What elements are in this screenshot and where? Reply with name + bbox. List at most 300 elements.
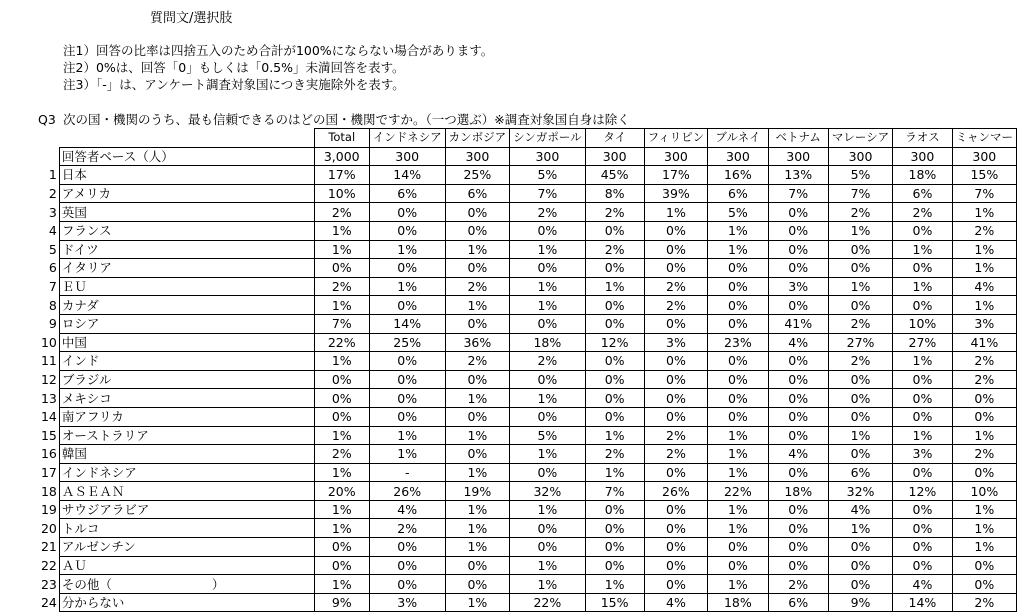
cell-value: 0% xyxy=(644,463,708,482)
cell-value: 1% xyxy=(708,575,768,594)
cell-value: 0% xyxy=(585,352,644,371)
cell-value: 1% xyxy=(952,538,1016,557)
cell-value: 0% xyxy=(585,221,644,240)
cell-value: 0% xyxy=(445,259,510,278)
cell-value: 0% xyxy=(369,407,445,426)
cell-value: 15% xyxy=(952,166,1016,185)
base-value: 300 xyxy=(644,147,708,166)
row-label: 中国 xyxy=(59,333,314,352)
cell-value: 0% xyxy=(445,575,510,594)
cell-value: 0% xyxy=(893,389,953,408)
cell-value: 1% xyxy=(445,593,510,612)
cell-value: 1% xyxy=(952,203,1016,222)
row-label: その他（ ） xyxy=(59,575,314,594)
cell-value: 1% xyxy=(585,277,644,296)
row-number: 10 xyxy=(40,334,57,350)
cell-value: 0% xyxy=(768,389,828,408)
cell-value: 0% xyxy=(644,538,708,557)
notes xyxy=(63,42,493,93)
cell-value: 0% xyxy=(768,556,828,575)
table-row xyxy=(30,203,1017,222)
column-header: ブルネイ xyxy=(708,129,768,148)
cell-value: 0% xyxy=(952,556,1016,575)
cell-value: 0% xyxy=(828,407,892,426)
table-row xyxy=(30,538,1017,557)
cell-value: 1% xyxy=(708,426,768,445)
cell-value: 0% xyxy=(768,500,828,519)
cell-value: 0% xyxy=(708,259,768,278)
row-label: ＡＳＥＡＮ xyxy=(59,482,314,501)
header-blank-num xyxy=(30,129,59,148)
cell-value: 20% xyxy=(314,482,369,501)
cell-value: 0% xyxy=(768,221,828,240)
cell-value: 0% xyxy=(708,370,768,389)
cell-value: 0% xyxy=(893,370,953,389)
cell-value: 1% xyxy=(369,240,445,259)
cell-value: 0% xyxy=(708,389,768,408)
cell-value: 0% xyxy=(768,407,828,426)
cell-value: 7% xyxy=(768,184,828,203)
row-number: 7 xyxy=(48,279,57,295)
cell-value: 0% xyxy=(708,277,768,296)
cell-value: 1% xyxy=(828,519,892,538)
table-row xyxy=(30,240,1017,259)
cell-value: 4% xyxy=(893,575,953,594)
cell-value: 0% xyxy=(445,445,510,464)
cell-value: 1% xyxy=(510,277,585,296)
cell-value: 1% xyxy=(445,296,510,315)
cell-value: 4% xyxy=(644,593,708,612)
table-row xyxy=(30,221,1017,240)
cell-value: 1% xyxy=(445,426,510,445)
cell-value: 5% xyxy=(828,166,892,185)
cell-value: 17% xyxy=(314,166,369,185)
cell-value: 12% xyxy=(585,333,644,352)
cell-value: 2% xyxy=(828,314,892,333)
cell-value: 0% xyxy=(445,203,510,222)
row-number: 2 xyxy=(48,186,57,202)
cell-value: 0% xyxy=(314,407,369,426)
row-number: 20 xyxy=(40,520,57,536)
table-row xyxy=(30,314,1017,333)
row-number: 5 xyxy=(48,241,57,257)
row-number: 4 xyxy=(48,223,57,239)
row-label: インドネシア xyxy=(59,463,314,482)
column-header: Total xyxy=(314,129,369,148)
cell-value: 1% xyxy=(708,445,768,464)
cell-value: 0% xyxy=(893,519,953,538)
cell-value: 2% xyxy=(828,352,892,371)
cell-value: 0% xyxy=(893,407,953,426)
base-value: 300 xyxy=(510,147,585,166)
cell-value: 41% xyxy=(768,314,828,333)
table-row xyxy=(30,296,1017,315)
cell-value: 0% xyxy=(314,370,369,389)
cell-value: 0% xyxy=(369,556,445,575)
cell-value: 1% xyxy=(952,519,1016,538)
cell-value: 0% xyxy=(644,500,708,519)
column-header: マレーシア xyxy=(828,129,892,148)
cell-value: 9% xyxy=(828,593,892,612)
base-value: 300 xyxy=(952,147,1016,166)
cell-value: 0% xyxy=(828,296,892,315)
cell-value: 0% xyxy=(893,463,953,482)
cell-value: 0% xyxy=(828,575,892,594)
cell-value: 0% xyxy=(510,370,585,389)
table-row xyxy=(30,370,1017,389)
cell-value: 4% xyxy=(369,500,445,519)
cell-value: 4% xyxy=(768,333,828,352)
cell-value: 1% xyxy=(828,426,892,445)
cell-value: 32% xyxy=(828,482,892,501)
cell-value: 1% xyxy=(510,500,585,519)
cell-value: 2% xyxy=(644,426,708,445)
cell-value: 22% xyxy=(314,333,369,352)
cell-value: 23% xyxy=(708,333,768,352)
row-label: ＥＵ xyxy=(59,277,314,296)
cell-value: 1% xyxy=(510,240,585,259)
table-row xyxy=(30,259,1017,278)
row-number: 23 xyxy=(40,576,57,592)
cell-value: 0% xyxy=(893,538,953,557)
cell-value: 18% xyxy=(510,333,585,352)
cell-value: 1% xyxy=(445,500,510,519)
cell-value: 1% xyxy=(445,389,510,408)
cell-value: 6% xyxy=(768,593,828,612)
cell-value: 0% xyxy=(644,314,708,333)
row-number: 19 xyxy=(40,502,57,518)
cell-value: 0% xyxy=(585,556,644,575)
header-blank-label xyxy=(59,129,314,148)
row-label: 分からない xyxy=(59,593,314,612)
cell-value: 0% xyxy=(708,407,768,426)
cell-value: 2% xyxy=(893,203,953,222)
cell-value: 0% xyxy=(708,314,768,333)
note-1: 注1）回答の比率は四捨五入のため合計が100%にならない場合があります。 xyxy=(63,43,494,58)
cell-value: 0% xyxy=(314,259,369,278)
cell-value: 2% xyxy=(768,575,828,594)
cell-value: 2% xyxy=(314,445,369,464)
cell-value: 1% xyxy=(314,352,369,371)
cell-value: 2% xyxy=(510,352,585,371)
cell-value: 1% xyxy=(445,463,510,482)
column-header: インドネシア xyxy=(369,129,445,148)
cell-value: 1% xyxy=(585,575,644,594)
cell-value: 1% xyxy=(445,538,510,557)
cell-value: 0% xyxy=(314,538,369,557)
cell-value: 0% xyxy=(369,259,445,278)
cell-value: 6% xyxy=(828,463,892,482)
cell-value: 12% xyxy=(893,482,953,501)
table-row xyxy=(30,575,1017,594)
row-number: 9 xyxy=(48,316,57,332)
cell-value: 1% xyxy=(314,575,369,594)
row-number: 16 xyxy=(40,446,57,462)
cell-value: 36% xyxy=(445,333,510,352)
cell-value: 0% xyxy=(893,221,953,240)
cell-value: 16% xyxy=(708,166,768,185)
cell-value: 0% xyxy=(828,445,892,464)
table-row xyxy=(30,463,1017,482)
cell-value: 17% xyxy=(644,166,708,185)
question xyxy=(38,110,630,128)
column-header: ミャンマー xyxy=(952,129,1016,148)
row-number: 11 xyxy=(40,353,57,369)
cell-value: 14% xyxy=(369,314,445,333)
row-number: 6 xyxy=(48,260,57,276)
cell-value: 1% xyxy=(708,500,768,519)
cell-value: 1% xyxy=(708,221,768,240)
base-value: 3,000 xyxy=(314,147,369,166)
cell-value: 0% xyxy=(828,556,892,575)
cell-value: 1% xyxy=(510,296,585,315)
base-row xyxy=(30,147,1017,166)
cell-value: 27% xyxy=(828,333,892,352)
cell-value: 0% xyxy=(708,296,768,315)
cell-value: 22% xyxy=(708,482,768,501)
cell-value: 0% xyxy=(445,221,510,240)
cell-value: 0% xyxy=(314,389,369,408)
cell-value: 0% xyxy=(585,259,644,278)
cell-value: 1% xyxy=(893,352,953,371)
cell-value: 2% xyxy=(369,519,445,538)
cell-value: 2% xyxy=(828,203,892,222)
cell-value: 6% xyxy=(708,184,768,203)
cell-value: 0% xyxy=(768,259,828,278)
cell-value: 1% xyxy=(708,519,768,538)
row-label: アルゼンチン xyxy=(59,538,314,557)
cell-value: 0% xyxy=(585,407,644,426)
table-row xyxy=(30,389,1017,408)
cell-value: 1% xyxy=(893,240,953,259)
cell-value: 2% xyxy=(644,445,708,464)
cell-value: 0% xyxy=(768,426,828,445)
cell-value: 0% xyxy=(510,463,585,482)
cell-value: 1% xyxy=(828,277,892,296)
cell-value: 0% xyxy=(585,500,644,519)
cell-value: 0% xyxy=(768,538,828,557)
cell-value: 19% xyxy=(445,482,510,501)
cell-value: 0% xyxy=(445,314,510,333)
cell-value: 27% xyxy=(893,333,953,352)
cell-value: 0% xyxy=(768,370,828,389)
row-label: トルコ xyxy=(59,519,314,538)
row-label: 英国 xyxy=(59,203,314,222)
row-label: インド xyxy=(59,352,314,371)
cell-value: 3% xyxy=(369,593,445,612)
cell-value: 0% xyxy=(445,370,510,389)
cell-value: 1% xyxy=(644,203,708,222)
cell-value: 0% xyxy=(644,389,708,408)
row-number: 22 xyxy=(40,557,57,573)
cell-value: 0% xyxy=(708,352,768,371)
row-label: ドイツ xyxy=(59,240,314,259)
cell-value: 1% xyxy=(314,500,369,519)
cell-value: 0% xyxy=(644,221,708,240)
cell-value: 2% xyxy=(314,277,369,296)
cell-value: 0% xyxy=(585,296,644,315)
cell-value: 0% xyxy=(828,389,892,408)
row-label: 韓国 xyxy=(59,445,314,464)
cell-value: 0% xyxy=(585,370,644,389)
base-value: 300 xyxy=(369,147,445,166)
cell-value: 10% xyxy=(893,314,953,333)
cell-value: 2% xyxy=(445,352,510,371)
cell-value: 7% xyxy=(314,314,369,333)
cell-value: 2% xyxy=(952,370,1016,389)
row-label: 南アフリカ xyxy=(59,407,314,426)
cell-value: 1% xyxy=(893,277,953,296)
cell-value: 4% xyxy=(952,277,1016,296)
cell-value: 0% xyxy=(893,296,953,315)
cell-value: 0% xyxy=(893,259,953,278)
row-label: カナダ xyxy=(59,296,314,315)
cell-value: 1% xyxy=(952,259,1016,278)
cell-value: 3% xyxy=(952,314,1016,333)
cell-value: 25% xyxy=(445,166,510,185)
column-header: タイ xyxy=(585,129,644,148)
row-number: 15 xyxy=(40,427,57,443)
base-value: 300 xyxy=(828,147,892,166)
cell-value: 2% xyxy=(510,203,585,222)
cell-value: 1% xyxy=(828,221,892,240)
base-value: 300 xyxy=(708,147,768,166)
cell-value: 14% xyxy=(893,593,953,612)
cell-value: 7% xyxy=(828,184,892,203)
cell-value: 0% xyxy=(644,240,708,259)
row-number: 3 xyxy=(48,204,57,220)
cell-value: 2% xyxy=(952,593,1016,612)
cell-value: 39% xyxy=(644,184,708,203)
cell-value: 6% xyxy=(893,184,953,203)
cell-value: 0% xyxy=(768,296,828,315)
cell-value: 2% xyxy=(952,445,1016,464)
cell-value: 1% xyxy=(314,426,369,445)
cell-value: 0% xyxy=(952,407,1016,426)
row-number: 8 xyxy=(48,297,57,313)
base-value: 300 xyxy=(445,147,510,166)
cell-value: 7% xyxy=(585,482,644,501)
cell-value: 7% xyxy=(952,184,1016,203)
cell-value: - xyxy=(369,463,445,482)
results-table xyxy=(30,128,1017,612)
cell-value: 0% xyxy=(510,259,585,278)
base-label: 回答者ベース（人） xyxy=(59,147,314,166)
row-number: 12 xyxy=(40,372,57,388)
cell-value: 32% xyxy=(510,482,585,501)
cell-value: 0% xyxy=(828,370,892,389)
cell-value: 0% xyxy=(828,538,892,557)
cell-value: 0% xyxy=(369,221,445,240)
cell-value: 1% xyxy=(369,277,445,296)
cell-value: 2% xyxy=(585,240,644,259)
table-row xyxy=(30,519,1017,538)
table-row xyxy=(30,333,1017,352)
cell-value: 0% xyxy=(369,203,445,222)
row-number: 24 xyxy=(40,595,57,611)
cell-value: 26% xyxy=(644,482,708,501)
table-row xyxy=(30,426,1017,445)
cell-value: 0% xyxy=(314,556,369,575)
cell-value: 0% xyxy=(768,203,828,222)
row-label: イタリア xyxy=(59,259,314,278)
cell-value: 0% xyxy=(644,259,708,278)
cell-value: 0% xyxy=(369,352,445,371)
column-header: ベトナム xyxy=(768,129,828,148)
cell-value: 1% xyxy=(952,500,1016,519)
cell-value: 0% xyxy=(952,463,1016,482)
row-label: ブラジル xyxy=(59,370,314,389)
cell-value: 3% xyxy=(893,445,953,464)
cell-value: 0% xyxy=(369,575,445,594)
row-label: フランス xyxy=(59,221,314,240)
table-row xyxy=(30,352,1017,371)
cell-value: 0% xyxy=(510,221,585,240)
cell-value: 0% xyxy=(768,352,828,371)
cell-value: 0% xyxy=(644,370,708,389)
cell-value: 6% xyxy=(445,184,510,203)
row-number: 14 xyxy=(40,409,57,425)
cell-value: 0% xyxy=(585,314,644,333)
cell-value: 1% xyxy=(585,426,644,445)
cell-value: 0% xyxy=(644,352,708,371)
cell-value: 1% xyxy=(510,389,585,408)
cell-value: 1% xyxy=(510,556,585,575)
header-row xyxy=(30,129,1017,148)
cell-value: 0% xyxy=(893,500,953,519)
cell-value: 13% xyxy=(768,166,828,185)
cell-value: 2% xyxy=(585,445,644,464)
note-3: 注3）「-」は、アンケート調査対象国につき実施除外を表す。 xyxy=(63,77,405,92)
cell-value: 5% xyxy=(510,166,585,185)
cell-value: 0% xyxy=(585,389,644,408)
row-number: 21 xyxy=(40,539,57,555)
column-header: ラオス xyxy=(893,129,953,148)
column-header: フィリピン xyxy=(644,129,708,148)
row-label: メキシコ xyxy=(59,389,314,408)
cell-value: 1% xyxy=(708,240,768,259)
cell-value: 4% xyxy=(768,445,828,464)
cell-value: 41% xyxy=(952,333,1016,352)
cell-value: 0% xyxy=(952,575,1016,594)
cell-value: 18% xyxy=(708,593,768,612)
base-value: 300 xyxy=(585,147,644,166)
cell-value: 15% xyxy=(585,593,644,612)
row-label: ロシア xyxy=(59,314,314,333)
cell-value: 0% xyxy=(644,575,708,594)
cell-value: 1% xyxy=(952,240,1016,259)
cell-value: 1% xyxy=(314,240,369,259)
cell-value: 1% xyxy=(369,426,445,445)
cell-value: 1% xyxy=(445,240,510,259)
cell-value: 0% xyxy=(510,407,585,426)
cell-value: 0% xyxy=(369,370,445,389)
table-row xyxy=(30,593,1017,612)
table-row xyxy=(30,445,1017,464)
cell-value: 3% xyxy=(768,277,828,296)
row-number: 13 xyxy=(40,390,57,406)
cell-value: 0% xyxy=(768,240,828,259)
row-label: アメリカ xyxy=(59,184,314,203)
table-row xyxy=(30,277,1017,296)
cell-value: 0% xyxy=(952,389,1016,408)
cell-value: 2% xyxy=(644,277,708,296)
cell-value: 2% xyxy=(952,352,1016,371)
cell-value: 1% xyxy=(585,463,644,482)
row-number: 18 xyxy=(40,483,57,499)
cell-value: 0% xyxy=(510,538,585,557)
cell-value: 7% xyxy=(510,184,585,203)
